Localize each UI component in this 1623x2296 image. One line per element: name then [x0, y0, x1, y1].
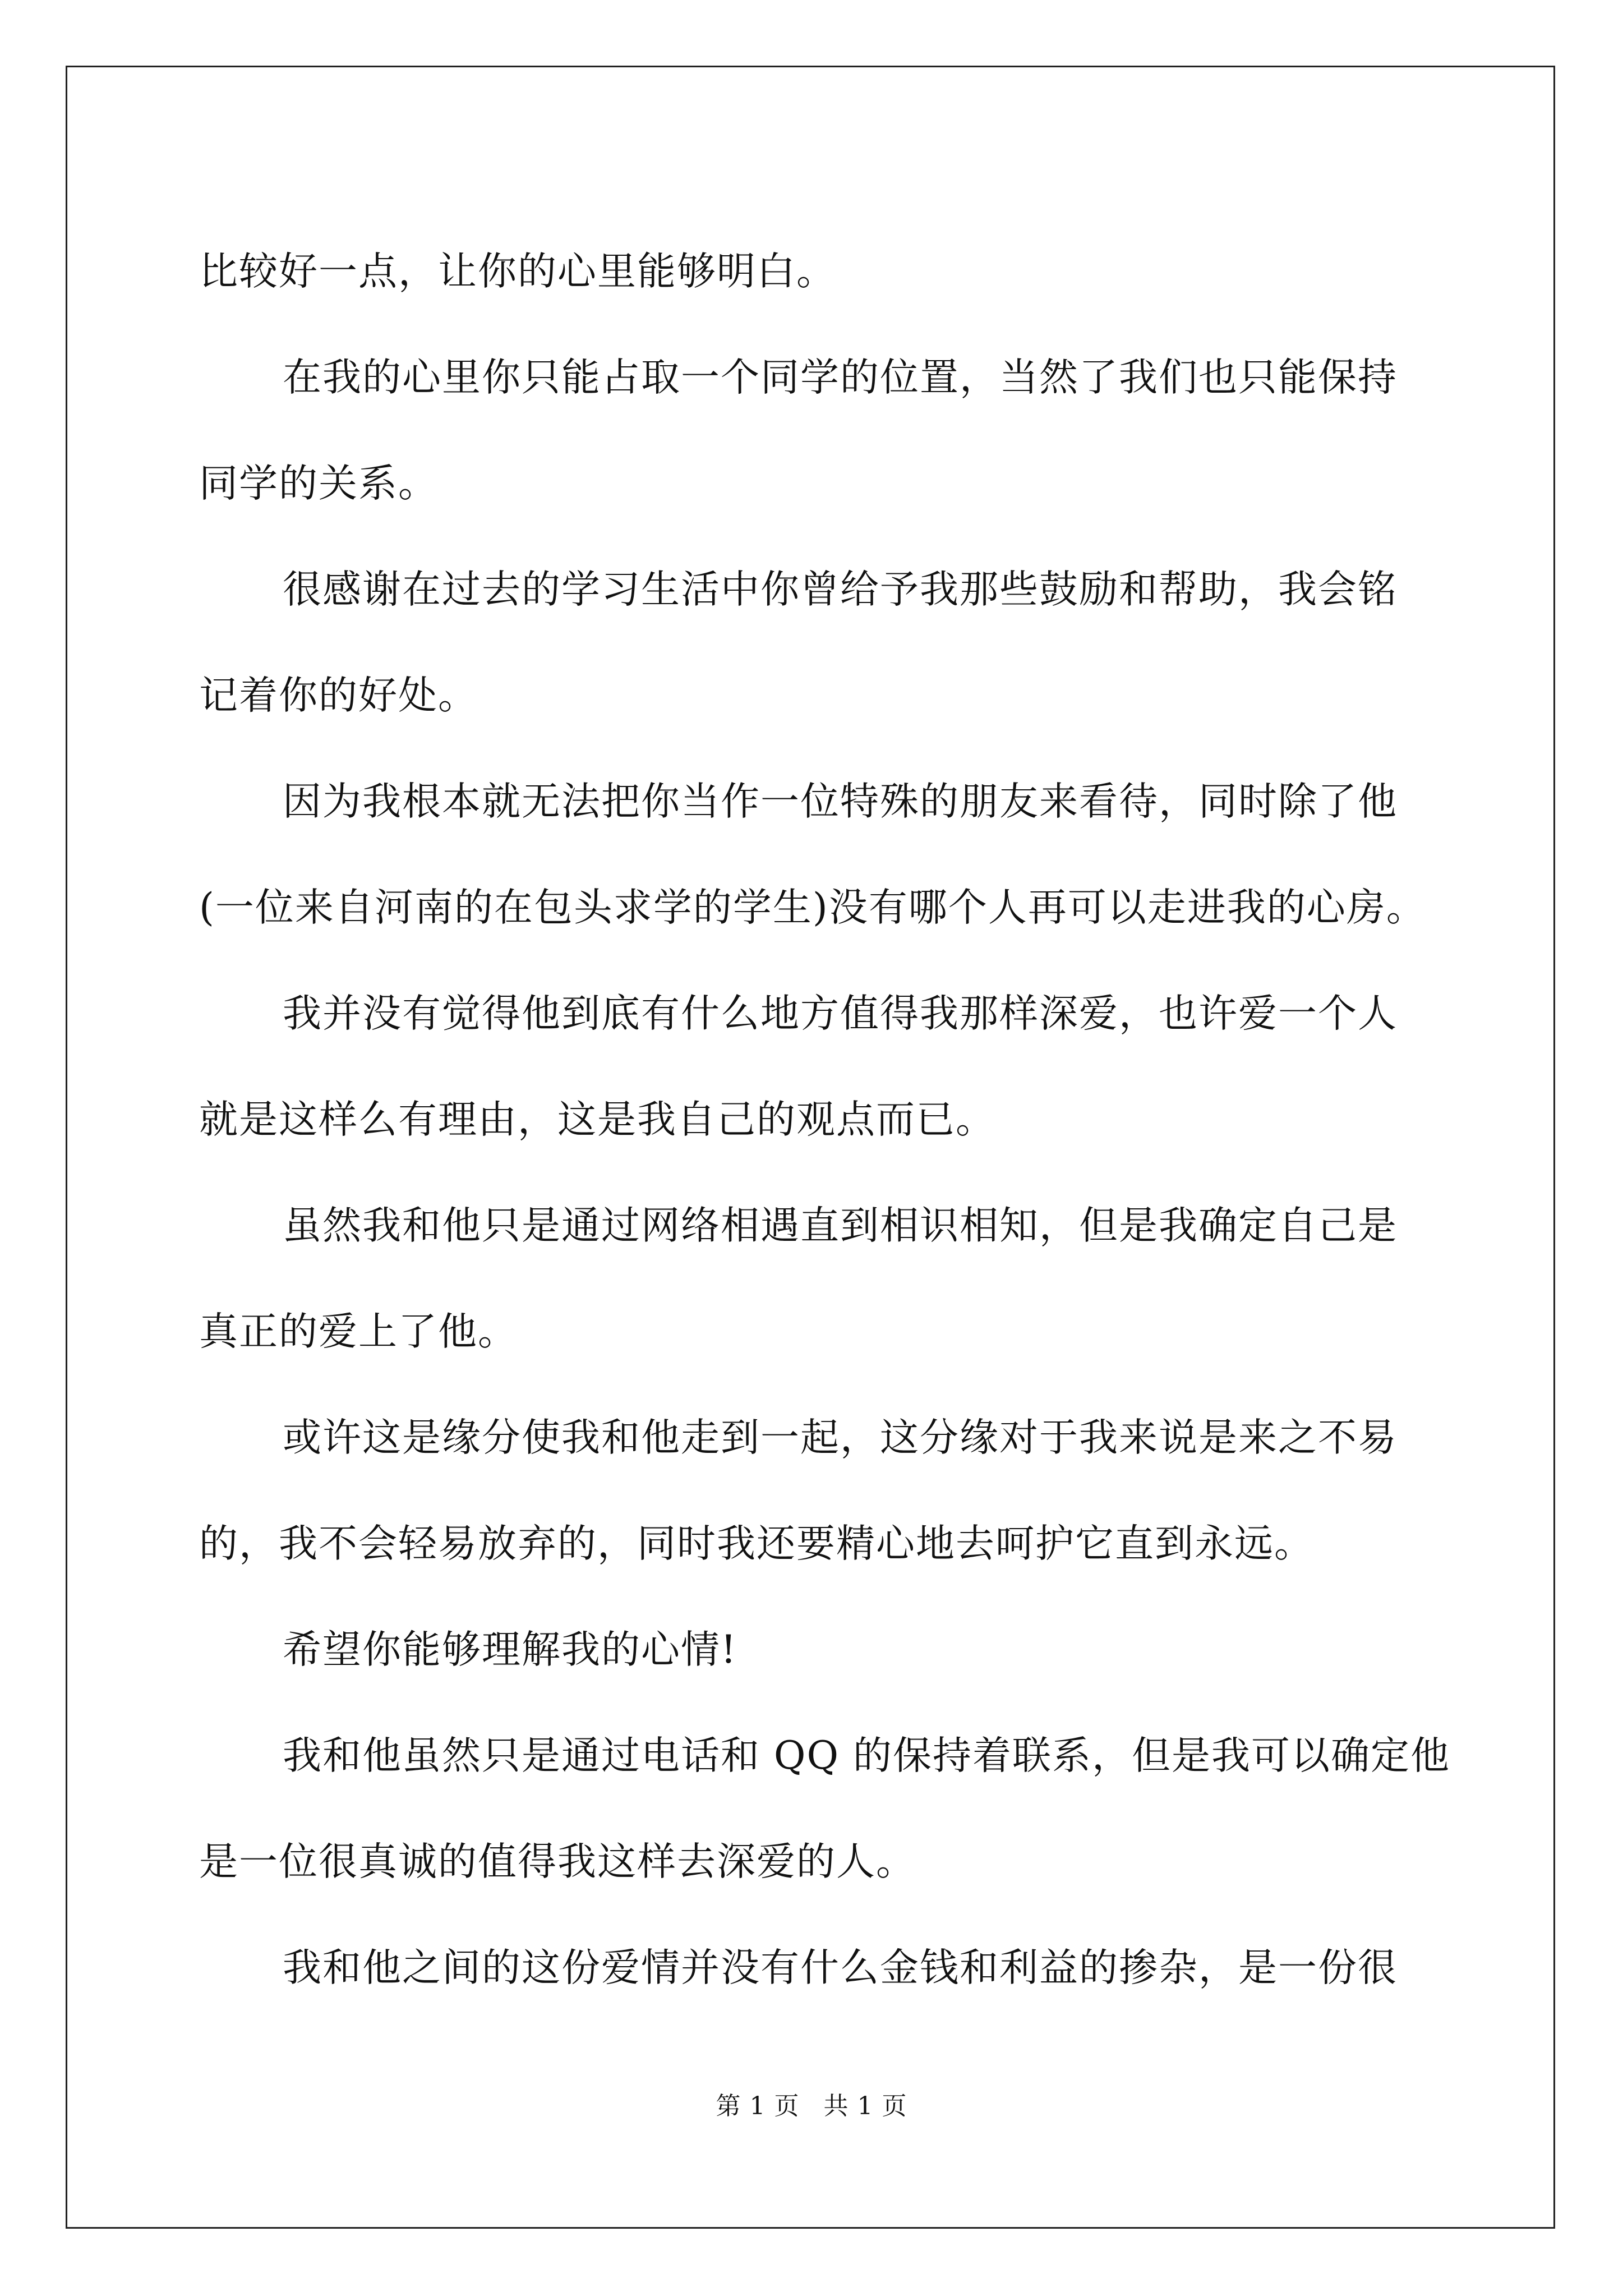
text-line: 希望你能够理解我的心情! — [283, 1627, 737, 1672]
page-total: 共 1 页 — [823, 2092, 907, 2120]
text-line: 我和他之间的这份爱情并没有什么金钱和利益的掺杂，是一份很 — [283, 1945, 1398, 1990]
text-line: 是一位很真诚的值得我这样去深爱的人。 — [199, 1839, 916, 1884]
text-line: 很感谢在过去的学习生活中你曾给予我那些鼓励和帮助，我会铭 — [283, 567, 1398, 612]
text-line: 同学的关系。 — [199, 461, 438, 506]
text-line: 比较好一点，让你的心里能够明白。 — [199, 249, 836, 294]
document-body — [199, 219, 1451, 2021]
text-line: 真正的爱上了他。 — [199, 1309, 518, 1354]
page-number: 第 1 页 — [716, 2092, 800, 2120]
text-line: 因为我根本就无法把你当作一位特殊的朋友来看待，同时除了他 — [283, 779, 1398, 824]
text-line: 在我的心里你只能占取一个同学的位置，当然了我们也只能保持 — [283, 355, 1398, 400]
text-line: 我和他虽然只是通过电话和 QQ 的保持着联系，但是我可以确定他 — [283, 1733, 1451, 1778]
text-line: 虽然我和他只是通过网络相遇直到相识相知，但是我确定自己是 — [283, 1203, 1398, 1248]
text-line: 就是这样么有理由，这是我自己的观点而已。 — [199, 1097, 995, 1142]
text-line: 记着你的好处。 — [199, 673, 478, 718]
text-line: (一位来自河南的在包头求学的学生)没有哪个人再可以走进我的心房。 — [199, 885, 1426, 930]
text-line: 或许这是缘分使我和他走到一起，这分缘对于我来说是来之不易 — [283, 1415, 1398, 1460]
page-footer — [0, 2086, 1623, 2122]
text-line: 我并没有觉得他到底有什么地方值得我那样深爱，也许爱一个人 — [283, 991, 1398, 1036]
text-line: 的，我不会轻易放弃的，同时我还要精心地去呵护它直到永远。 — [199, 1521, 1314, 1566]
